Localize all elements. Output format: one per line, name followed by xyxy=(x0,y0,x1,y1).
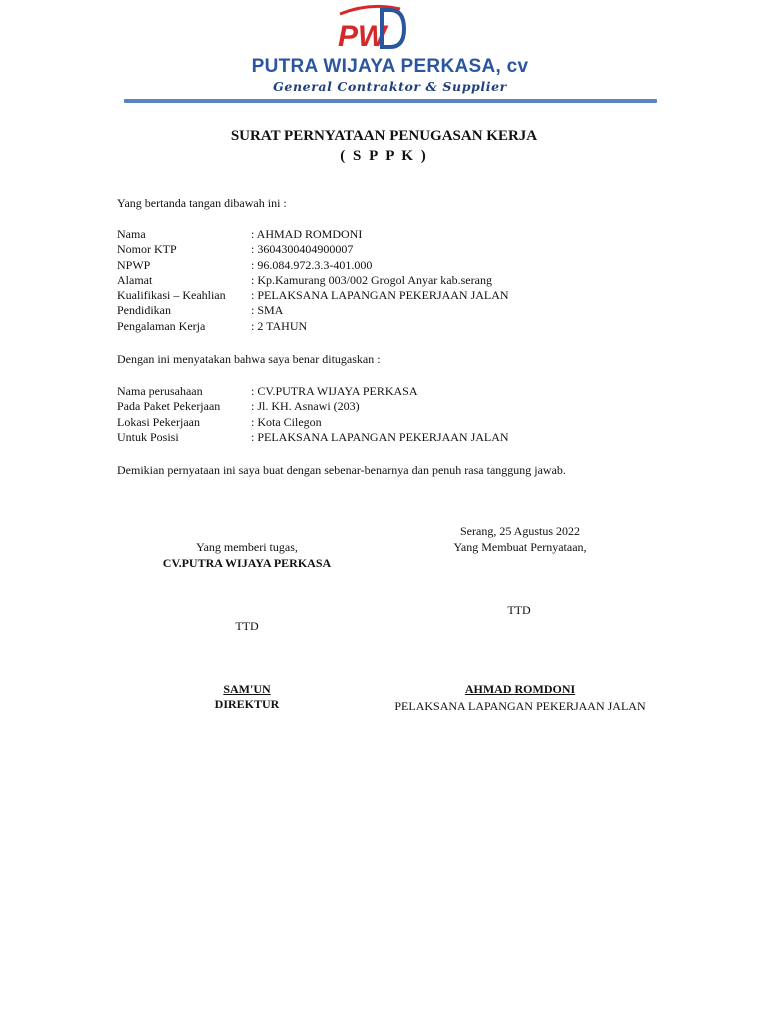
left-signer-name: SAM'UN xyxy=(223,682,271,696)
field-value: : AHMAD ROMDONI xyxy=(251,227,363,241)
field-label: Pendidikan xyxy=(117,303,171,318)
field-label: Pengalaman Kerja xyxy=(117,318,206,333)
pwd-logo-icon xyxy=(336,2,406,52)
field-value: : 96.084.972.3.3-401.000 xyxy=(251,257,373,272)
right-signer-name: AHMAD ROMDONI xyxy=(464,682,576,696)
field-value: : Jl. KH. Asnawi (203) xyxy=(251,399,360,414)
left-signer-position: DIREKTUR xyxy=(214,697,280,711)
field-value: : Kp.Kamurang 003/002 Grogol Anyar kab.serang xyxy=(251,272,492,287)
field-label: Nomor KTP xyxy=(117,242,177,257)
intro-text: Yang bertanda tangan dibawah ini : xyxy=(117,196,287,210)
svg-text:PW: PW xyxy=(338,20,387,52)
left-role-line: Yang memberi tugas, xyxy=(196,540,298,554)
field-value: : Kota Cilegon xyxy=(251,414,322,429)
field-value: : PELAKSANA LAPANGAN PEKERJAAN JALAN xyxy=(251,288,509,303)
field-value: : CV.PUTRA WIJAYA PERKASA xyxy=(251,384,418,398)
field-label: Alamat xyxy=(117,272,153,287)
left-company: CV.PUTRA WIJAYA PERKASA xyxy=(162,556,332,570)
letterhead-divider xyxy=(124,99,657,103)
table-row xyxy=(117,258,509,273)
field-label: Kualifikasi – Keahlian xyxy=(117,288,226,303)
statement-text: Dengan ini menyatakan bahwa saya benar ditugaskan : xyxy=(117,352,381,366)
field-value: : 2 TAHUN xyxy=(251,318,308,333)
field-label: Nama xyxy=(117,227,146,241)
assignment-details-table xyxy=(117,384,509,445)
table-row xyxy=(117,415,509,430)
table-row xyxy=(117,303,509,318)
table-row xyxy=(117,288,509,303)
document-subtitle: ( S P P K ) xyxy=(340,148,428,164)
field-label: Untuk Posisi xyxy=(117,429,179,444)
table-row xyxy=(117,384,509,399)
field-label: Lokasi Pekerjaan xyxy=(117,414,200,429)
table-row xyxy=(117,227,509,242)
field-value: : PELAKSANA LAPANGAN PEKERJAAN JALAN xyxy=(251,429,509,444)
table-row xyxy=(117,399,509,414)
table-row xyxy=(117,430,509,445)
company-tagline: General Contraktor & Supplier xyxy=(273,79,507,94)
table-row xyxy=(117,273,509,288)
right-role-line: Yang Membuat Pernyataan, xyxy=(453,540,587,554)
document-title: SURAT PERNYATAAN PENUGASAN KERJA xyxy=(230,128,538,144)
left-signature-placeholder: TTD xyxy=(235,619,259,633)
field-value: : 3604300404900007 xyxy=(251,242,354,257)
personal-details-table xyxy=(117,227,509,334)
company-name: PUTRA WIJAYA PERKASA, cv xyxy=(251,56,529,77)
place-date: Serang, 25 Agustus 2022 xyxy=(460,524,580,538)
field-label: Pada Paket Pekerjaan xyxy=(117,399,221,414)
right-signature-placeholder: TTD xyxy=(507,603,531,617)
table-row xyxy=(117,242,509,257)
closing-text: Demikian pernyataan ini saya buat dengan sebenar-benarnya dan penuh rasa tanggung jawab. xyxy=(117,463,566,477)
company-logo xyxy=(336,2,406,52)
field-label: Nama perusahaan xyxy=(117,384,203,398)
field-value: : SMA xyxy=(251,303,284,318)
table-row xyxy=(117,319,509,334)
field-label: NPWP xyxy=(117,257,151,272)
right-signer-position: PELAKSANA LAPANGAN PEKERJAAN JALAN xyxy=(394,699,646,713)
